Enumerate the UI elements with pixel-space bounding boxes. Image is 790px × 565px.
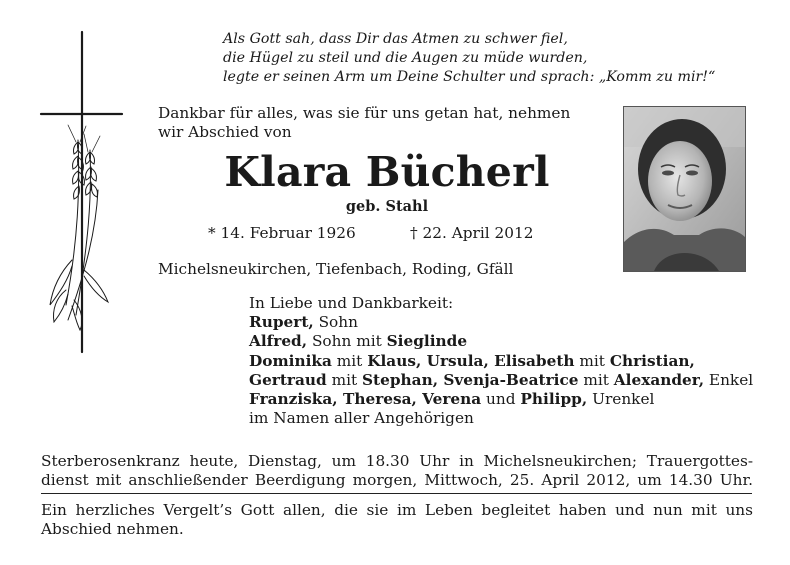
- birth-date: * 14. Februar 1926: [208, 224, 356, 242]
- death-date: † 22. April 2012: [410, 224, 534, 242]
- family-connector: mit: [574, 351, 610, 370]
- intro-text: [158, 104, 608, 142]
- poem-line: legte er seinen Arm um Deine Schulter und sprach: „Komm zu mir!“: [223, 69, 716, 85]
- deceased-name: Klara Bücherl: [224, 148, 550, 196]
- family-line: [249, 390, 769, 409]
- family-relation: Sohn: [313, 313, 358, 332]
- service-announcement: [41, 452, 753, 490]
- intro-line: wir Abschied von: [158, 123, 292, 141]
- family-line: [249, 352, 769, 371]
- family-line: [249, 332, 769, 351]
- intro-line: Dankbar für alles, was sie für uns getan hat, nehmen: [158, 104, 571, 122]
- family-line: [249, 313, 769, 332]
- family-member-name: Stephan, Svenja-Beatrice: [362, 370, 579, 389]
- portrait-photo-icon: [624, 107, 745, 271]
- family-member-name: Klaus, Ursula, Elisabeth: [367, 351, 575, 370]
- family-member-name: Dominika: [249, 351, 332, 370]
- family-member-name: Gertraud: [249, 370, 327, 389]
- family-line: [249, 371, 769, 390]
- announcement-line: Sterberosenkranz heute, Dienstag, um 18.30 Uhr in Michelsneukirchen; Trauergottes-: [41, 452, 753, 470]
- family-closing: im Namen aller Angehörigen: [249, 409, 474, 428]
- portrait-photo: [623, 106, 746, 272]
- cross-with-wheat-icon: [38, 30, 138, 355]
- family-connector: mit: [578, 370, 614, 389]
- family-member-name: Alexander,: [613, 370, 705, 389]
- thanks-text: [41, 501, 753, 539]
- places: Michelsneukirchen, Tiefenbach, Roding, Gfäll: [158, 260, 514, 278]
- poem-line: Als Gott sah, dass Dir das Atmen zu schwer fiel,: [223, 31, 568, 47]
- thanks-line: Ein herzliches Vergelt’s Gott allen, die sie im Leben begleitet haben und nun mit uns: [41, 501, 753, 519]
- family-member-name: Philipp,: [520, 390, 588, 409]
- family-connector: mit: [326, 370, 362, 389]
- family-relation: Sohn mit: [307, 332, 387, 351]
- family-member-name: Alfred,: [249, 332, 308, 351]
- family-connector: und: [481, 390, 521, 409]
- family-member-name: Christian,: [609, 351, 695, 370]
- family-member-name: Rupert,: [249, 313, 314, 332]
- thanks-line: Abschied nehmen.: [41, 520, 184, 538]
- maiden-name: geb. Stahl: [345, 198, 429, 215]
- poem: [223, 30, 763, 87]
- divider: [41, 493, 752, 494]
- family-member-name: Franziska, Theresa, Verena: [249, 390, 482, 409]
- poem-line: die Hügel zu steil und die Augen zu müde wurden,: [223, 50, 588, 66]
- family-heading: In Liebe und Dankbarkeit:: [249, 294, 454, 312]
- family-connector: mit: [331, 351, 368, 370]
- family-relation: Enkel: [704, 370, 754, 389]
- family-list: [249, 294, 769, 428]
- announcement-line: dienst mit anschließender Beerdigung morgen, Mittwoch, 25. April 2012, um 14.30 Uhr.: [41, 471, 753, 489]
- family-relation: Urenkel: [587, 390, 655, 409]
- family-member-name: Sieglinde: [386, 332, 468, 351]
